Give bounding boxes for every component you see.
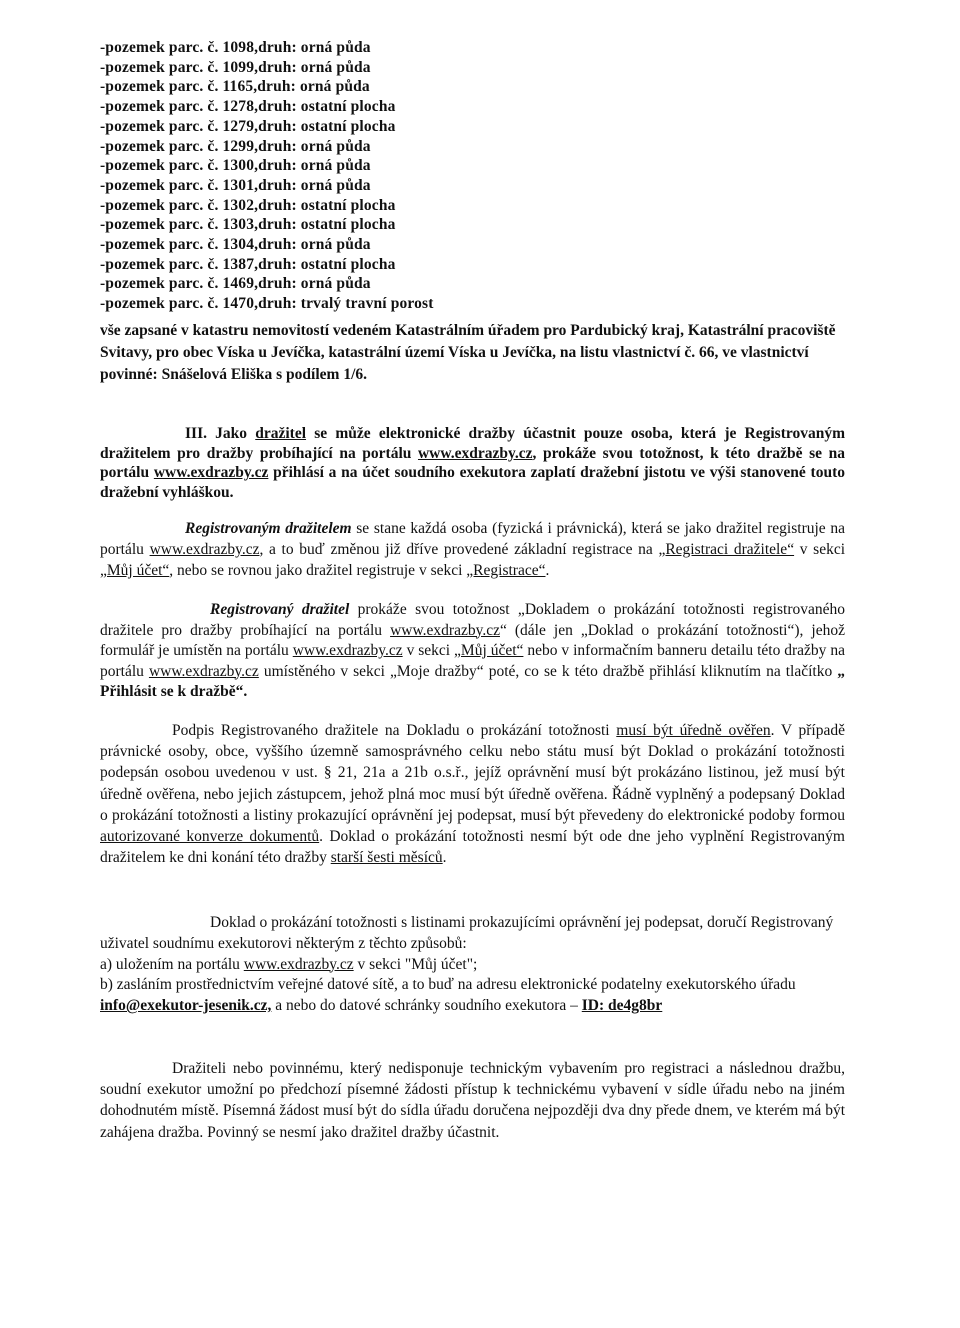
parcel-item: -pozemek parc. č. 1303,druh: ostatní plocha: [100, 216, 396, 234]
registry-paragraph: vše zapsané v katastru nemovitostí vedeném Katastrálním úřadem pro Pardubický kraj, Katastrální pracoviště Svitavy, pro obec Víska u Jevíčka, katastrální území Víska u Jevíčka, na listu vlastnictví č. 66, ve vlastnictví povinné: Snášelová Eliška s podílem 1/6.: [100, 322, 836, 383]
delivery-paragraph: [100, 913, 845, 1017]
conversion-note: autorizované konverze dokumentů: [100, 828, 320, 846]
parcel-item: -pozemek parc. č. 1470,druh: trvalý travní porost: [100, 295, 434, 313]
registered-bidder-term: Registrovaným dražitelem: [185, 520, 352, 537]
verification-note: musí být úředně ověřen: [616, 722, 771, 739]
parcel-item: -pozemek parc. č. 1387,druh: ostatní plocha: [100, 255, 396, 273]
registration-section-link[interactable]: „Registraci dražitele“: [658, 541, 795, 558]
portal-link[interactable]: www.exdrazby.cz: [153, 464, 269, 481]
registered-bidder-term: Registrovaný dražitel: [210, 601, 350, 618]
parcel-item: -pozemek parc. č. 1469,druh: orná půda: [100, 275, 371, 293]
registered-bidder-paragraph: Registrovaným dražitelem se stane každá osoba (fyzická i právnická), která se jako dražitel registruje na portálu www.exdrazby.cz, a to buď změnou již dříve provedené základní registrace na „Registraci dražitele“ v sekci „Můj účet“, nebo se rovnou jako dražitel registruje v sekci „Registrace“.: [100, 520, 846, 579]
parcel-item: -pozemek parc. č. 1301,druh: orná půda: [100, 176, 371, 194]
closing-paragraph: Dražiteli nebo povinnému, který nedisponuje technickým vybavením pro registraci a následnou dražbu, soudní exekutor umožní po předchozí písemné žádosti přístup k technickému vybavení v sídle úřadu nebo na jiném dohodnutém místě. Písemná žádost musí být do sídla úřadu doručena nejpozději dva dny přede dnem, ve kterém má být zahájena dražba. Povinný se nesmí jako dražitel dražby účastnit.: [100, 1060, 845, 1141]
login-button-label: „ Přihlásit se k dražbě“.: [100, 662, 845, 700]
registration-link[interactable]: „Registrace“: [466, 562, 546, 579]
portal-link[interactable]: www.exdrazby.cz: [148, 662, 259, 680]
parcel-item: -pozemek parc. č. 1278,druh: ostatní plocha: [100, 98, 396, 116]
data-box-id: ID: de4g8br: [581, 997, 663, 1015]
parcel-item: -pozemek parc. č. 1099,druh: orná půda: [100, 58, 371, 76]
delivery-option-a: a) uložením na portálu www.exdrazby.cz v sekci "Můj účet";: [100, 955, 478, 973]
parcel-list: [100, 38, 860, 314]
portal-link[interactable]: www.exdrazby.cz: [292, 642, 403, 659]
age-limit-note: starší šesti měsíců: [330, 849, 443, 867]
portal-link[interactable]: www.exdrazby.cz: [149, 541, 260, 558]
my-account-link[interactable]: „Můj účet“: [100, 562, 170, 579]
delivery-option-b: b) zasláním prostřednictvím veřejné datové sítě, a to buď na adresu elektronické podatelny exekutorského úřadu info@exekutor-jesenik.cz, a nebo do datové schránky soudního exekutora – ID: de4g8br: [100, 976, 796, 1015]
signature-paragraph: Podpis Registrovaného dražitele na Dokladu o prokázání totožnosti musí být úředně ověřen. V případě právnické osoby, obce, vyššího územně samosprávného celku nebo státu musí být Doklad o prokázání totožnosti podepsán osobou uvedenou v ust. § 21, 21a a 21b o.s.ř., jejíž oprávnění musí být prokázáno listinou, jež musí být úředně ověřena, nebo jejich zástupcem, jehož plná moc musí být úředně ověřena. Řádně vyplněný a podepsaný Doklad o prokázání totožnosti a listiny prokazující oprávnění jej podepsat, musí být převedeny do elektronické podoby formou autorizované konverze dokumentů. Doklad o prokázání totožnosti nesmí být ode dne jeho vyplnění Registrovaným dražitelem ke dni konání této dražby starší šesti měsíců.: [100, 722, 845, 867]
bidder-term: dražitel: [255, 425, 307, 442]
section-numeral: III.: [185, 425, 207, 442]
portal-link[interactable]: www.exdrazby.cz: [390, 621, 500, 639]
parcel-item: -pozemek parc. č. 1300,druh: orná půda: [100, 157, 371, 175]
parcel-item: -pozemek parc. č. 1299,druh: orná půda: [100, 137, 371, 155]
portal-link[interactable]: www.exdrazby.cz: [243, 955, 354, 973]
identity-paragraph: Registrovaný dražitel prokáže svou totožnost „Dokladem o prokázání totožnosti registrovaného dražitele pro dražby probíhající na portálu www.exdrazby.cz“ (dále jen „Doklad o prokázání totožnosti“), jehož formulář je umístěn na portálu www.exdrazby.cz v sekci „Můj účet“ nebo v informačním banneru detailu této dražby na portálu www.exdrazby.cz umístěného v sekci „Moje dražby“ poté, co se k této dražbě přihlásí kliknutím na tlačítko „ Přihlásit se k dražbě“.: [100, 601, 845, 700]
parcel-item: -pozemek parc. č. 1165,druh: orná půda: [100, 78, 370, 96]
delivery-intro: Doklad o prokázání totožnosti s listinami prokazujícími oprávnění jej podepsat, doručí Registrovaný uživatel soudnímu exekutorovi některým z těchto způsobů:: [100, 914, 834, 952]
section-three-paragraph: III. Jako dražitel se může elektronické dražby účastnit pouze osoba, která je Registrovaným dražitelem pro dražby probíhající na portálu www.exdrazby.cz, prokáže svou totožnost, k této dražbě se na portálu www.exdrazby.cz přihlásí a na účet soudního exekutora zaplatí dražební jistotu ve výši stanovené touto dražební vyhláškou.: [100, 425, 846, 501]
my-account-link[interactable]: „Můj účet“: [454, 642, 524, 659]
email-link[interactable]: info@exekutor-jesenik.cz,: [100, 997, 272, 1015]
portal-link[interactable]: www.exdrazby.cz: [417, 444, 533, 462]
parcel-item: -pozemek parc. č. 1279,druh: ostatní plocha: [100, 117, 396, 135]
parcel-item: -pozemek parc. č. 1302,druh: ostatní plocha: [100, 196, 396, 214]
parcel-item: -pozemek parc. č. 1304,druh: orná půda: [100, 236, 371, 254]
parcel-item: -pozemek parc. č. 1098,druh: orná půda: [100, 39, 371, 56]
